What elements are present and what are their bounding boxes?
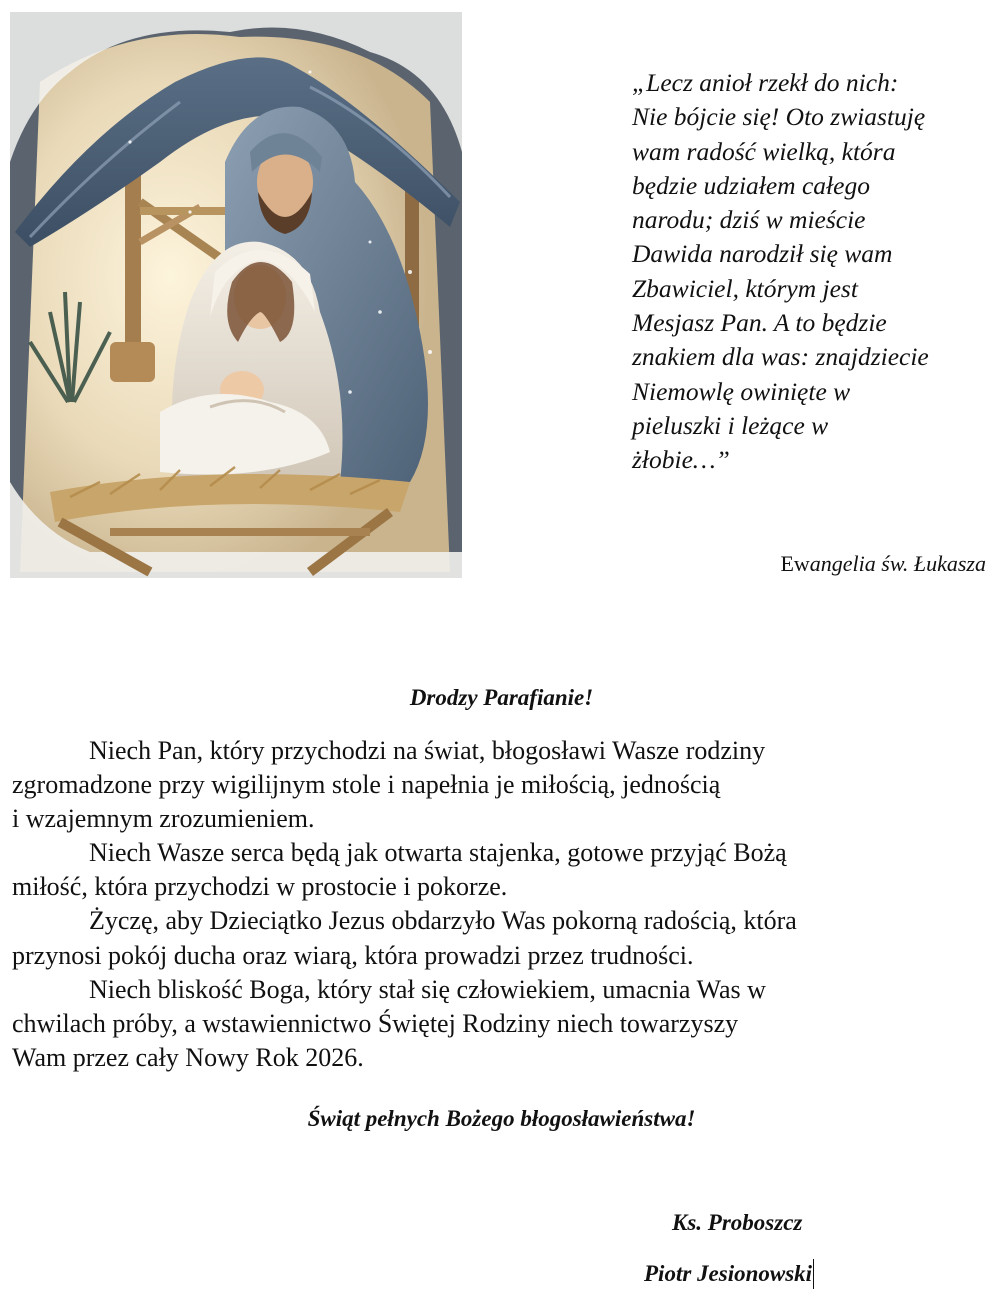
nativity-illustration — [10, 12, 462, 578]
letter-line: Niech bliskość Boga, który stał się człowiekiem, umacnia Was w — [89, 974, 766, 1004]
quote-line: Mesjasz Pan. A to będzie — [632, 308, 887, 338]
quote-line: narodu; dziś w mieście — [632, 205, 866, 235]
quote-source-upright: Ew — [780, 551, 810, 576]
quote-source — [780, 550, 986, 578]
quote-line: Dawida narodził się wam — [632, 239, 893, 269]
quote-line: będzie udziałem całego — [632, 170, 870, 200]
letter-line: Niech Wasze serca będą jak otwarta stajenka, gotowe przyjąć Bożą — [89, 838, 787, 868]
letter-line: Wam przez cały Nowy Rok 2026. — [12, 1042, 364, 1072]
signature-name[interactable]: Piotr Jesionowski — [644, 1259, 814, 1289]
quote-line: znakiem dla was: znajdziecie — [632, 342, 929, 372]
quote-line: żłobie…” — [632, 445, 730, 475]
salutation: Drodzy Parafianie! — [409, 685, 594, 710]
nativity-scene-image — [10, 12, 462, 578]
letter-line: chwilach próby, a wstawiennictwo Świętej Rodziny niech towarzyszy — [12, 1008, 739, 1038]
quote-line: „Lecz anioł rzekł do nich: — [632, 68, 899, 97]
letter-line: i wzajemnym zrozumieniem. — [12, 804, 315, 834]
letter-line: przynosi pokój ducha oraz wiarą, która prowadzi przez trudności. — [12, 940, 694, 970]
closing-wish: Świąt pełnych Bożego błogosławieństwa! — [307, 1106, 696, 1131]
quote-line: pieluszki i leżące w — [632, 410, 829, 440]
letter-line: Życzę, aby Dzieciątko Jezus obdarzyło Was pokorną radością, która — [89, 906, 797, 936]
gospel-quote — [632, 66, 997, 478]
letter-body — [12, 734, 997, 1075]
quote-line: Niemowlę owinięte w — [632, 376, 851, 406]
signature-title: Ks. Proboszcz — [672, 1210, 803, 1235]
quote-source-italic: angelia św. Łukasza — [809, 551, 986, 576]
quote-line: Zbawiciel, którym jest — [632, 273, 858, 303]
quote-line: Nie bójcie się! Oto zwiastuję — [632, 102, 926, 132]
quote-line: wam radość wielką, która — [632, 136, 896, 166]
letter-line: Niech Pan, który przychodzi na świat, błogosławi Wasze rodziny — [89, 736, 766, 765]
letter-line: zgromadzone przy wigilijnym stole i napełnia je miłością, jednością — [12, 770, 721, 800]
letter-line: miłość, która przychodzi w prostocie i pokorze. — [12, 872, 508, 902]
